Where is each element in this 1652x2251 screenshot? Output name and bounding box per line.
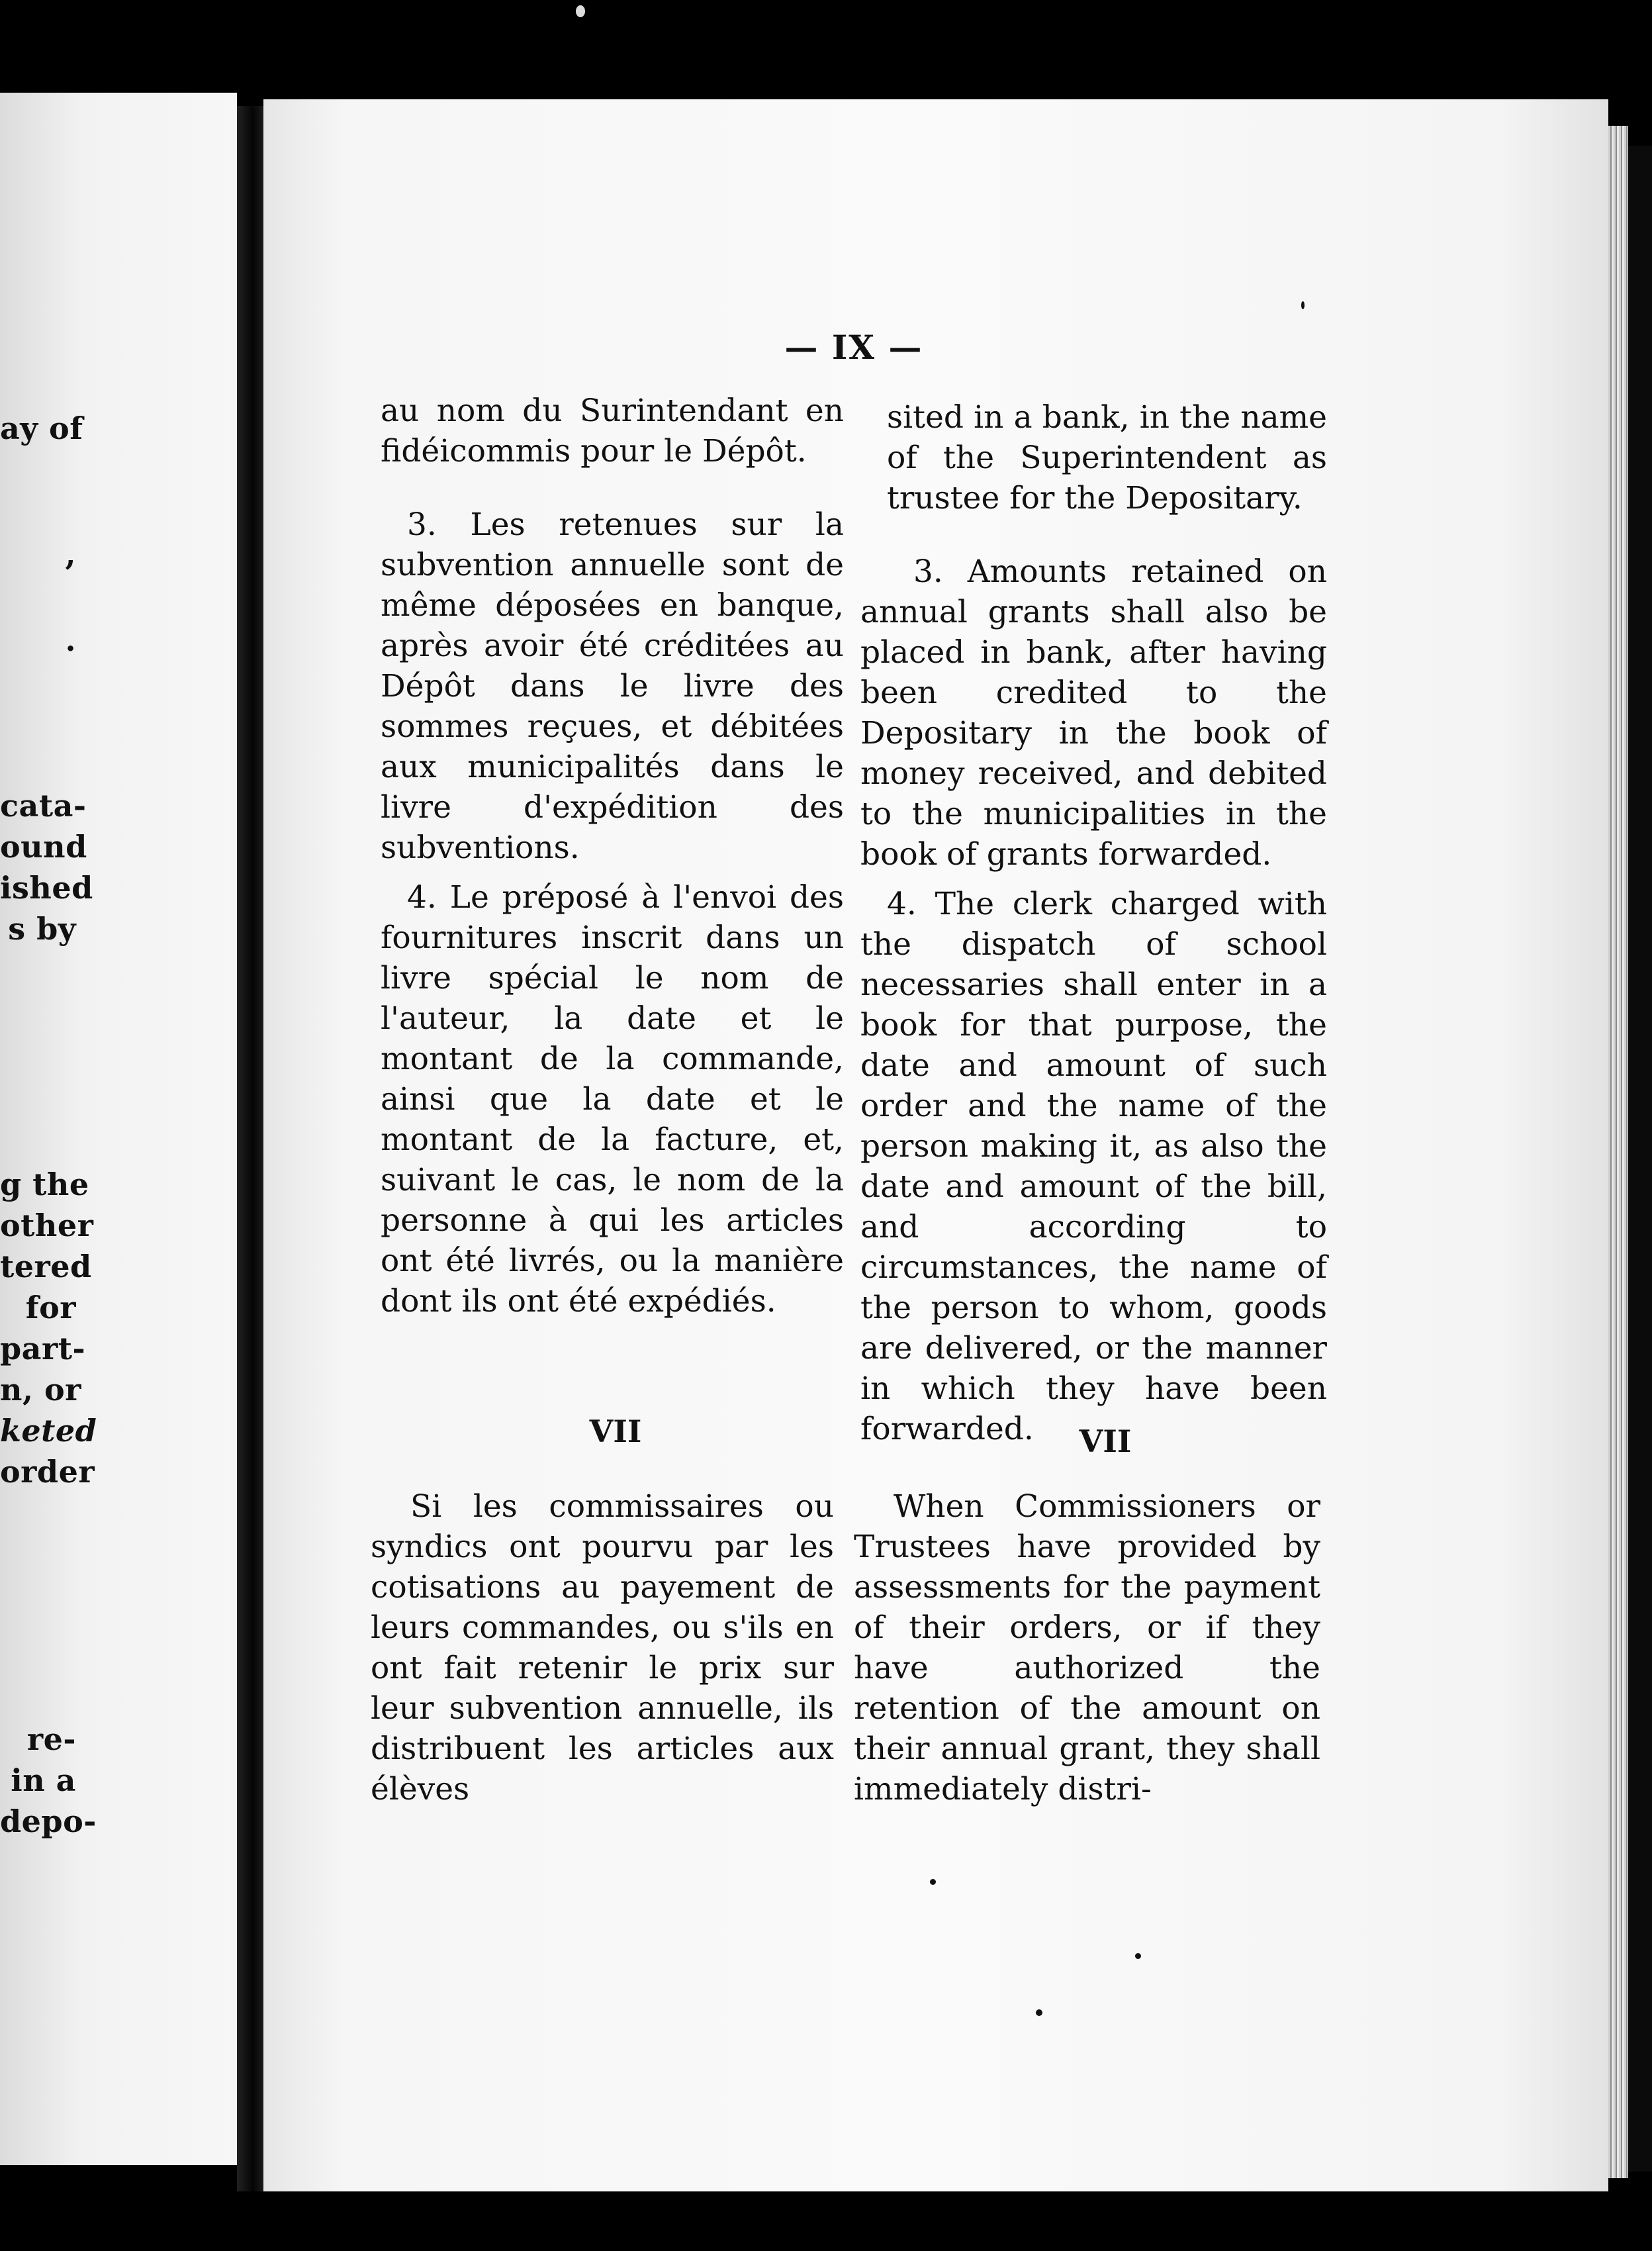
english-paragraph-vii: When Commissioners or Trustees have provided by assessments for the payment of their orders, or if they have authorized the retention of the amount on their annual grant, they shall immediately distri- (854, 1488, 1320, 1807)
scan-speck (576, 5, 585, 17)
scan-speck (1036, 2009, 1042, 2016)
english-paragraph-4: 4. The clerk charged with the dispatch of school necessaries shall enter in a book for that purpose, the date and amount of such order and the name of the person making it, as also the date and amount of the bill, and according to circumstances, the name of the person to whom, goods are delivered, or the manner in which they have been forwarded. (860, 886, 1327, 1447)
page-number: — IX — (784, 328, 923, 367)
left-page-line: order (0, 1454, 95, 1490)
left-page-line: , (65, 536, 76, 572)
french-paragraph-3: 3. Les retenues sur la subvention annuelle sont de même déposées en banque, après avoir été créditées au Dépôt dans le livre des sommes reçues, et débitées aux municipalités dans le livre d'expédition des subventions. (381, 506, 844, 866)
left-page-line: depo- (0, 1803, 97, 1839)
left-page-line: . (65, 622, 76, 658)
english-paragraph-continued: sited in a bank, in the name of the Superintendent as trustee for the Depositary. (887, 399, 1327, 516)
english-paragraph-3: 3. Amounts retained on annual grants shall also be placed in bank, after having been credited to the Depositary in the book of money received, and debited to the municipalities in the book of grants forwarded. (860, 553, 1327, 873)
left-page-line: re- (26, 1721, 76, 1757)
left-page-line: tered (0, 1249, 92, 1284)
left-page-line: cata- (0, 788, 87, 824)
english-column-top (860, 397, 1327, 1449)
left-page-line: s by (8, 911, 76, 947)
left-page-line: keted (0, 1413, 97, 1449)
section-heading-en: VII (1079, 1423, 1132, 1459)
page-edge (1608, 126, 1628, 2178)
english-column-bottom (854, 1486, 1320, 1809)
page-edge-shadow (1628, 146, 1652, 2172)
scan-speck (930, 1879, 936, 1885)
left-page-line: other (0, 1208, 94, 1243)
section-heading-fr: VII (589, 1413, 642, 1449)
left-page-line: in a (11, 1762, 76, 1798)
french-column-top (381, 391, 844, 1321)
left-page-line: g the (0, 1167, 89, 1202)
french-paragraph-vii: Si les commissaires ou syndics ont pourvu par les cotisations au payement de leurs commandes, ou s'ils en ont fait retenir le prix sur leur subvention annuelle, ils distribuent les articles aux élèves (371, 1488, 834, 1807)
french-paragraph-continued: au nom du Surintendant en fidéicommis pour le Dépôt. (381, 393, 844, 469)
left-page-line: ound (0, 829, 87, 865)
left-page-line: ay of (0, 410, 83, 446)
left-page-fragment (0, 93, 237, 2165)
scan-speck (1135, 1953, 1141, 1959)
french-column-bottom (371, 1486, 834, 1809)
binding-gutter (237, 106, 263, 2191)
left-page-line: ished (0, 870, 93, 906)
left-page-line: n, or (0, 1372, 81, 1408)
left-page-line: part- (0, 1331, 86, 1366)
left-page-line: for (25, 1290, 76, 1325)
scan-speck (1301, 301, 1305, 309)
french-paragraph-4: 4. Le préposé à l'envoi des fournitures inscrit dans un livre spécial le nom de l'auteur, la date et le montant de la commande, ainsi que la date et le montant de la facture, et, suivant le cas, le nom de la personne à qui les articles ont été livrés, ou la manière dont ils ont été expédiés. (381, 879, 844, 1319)
